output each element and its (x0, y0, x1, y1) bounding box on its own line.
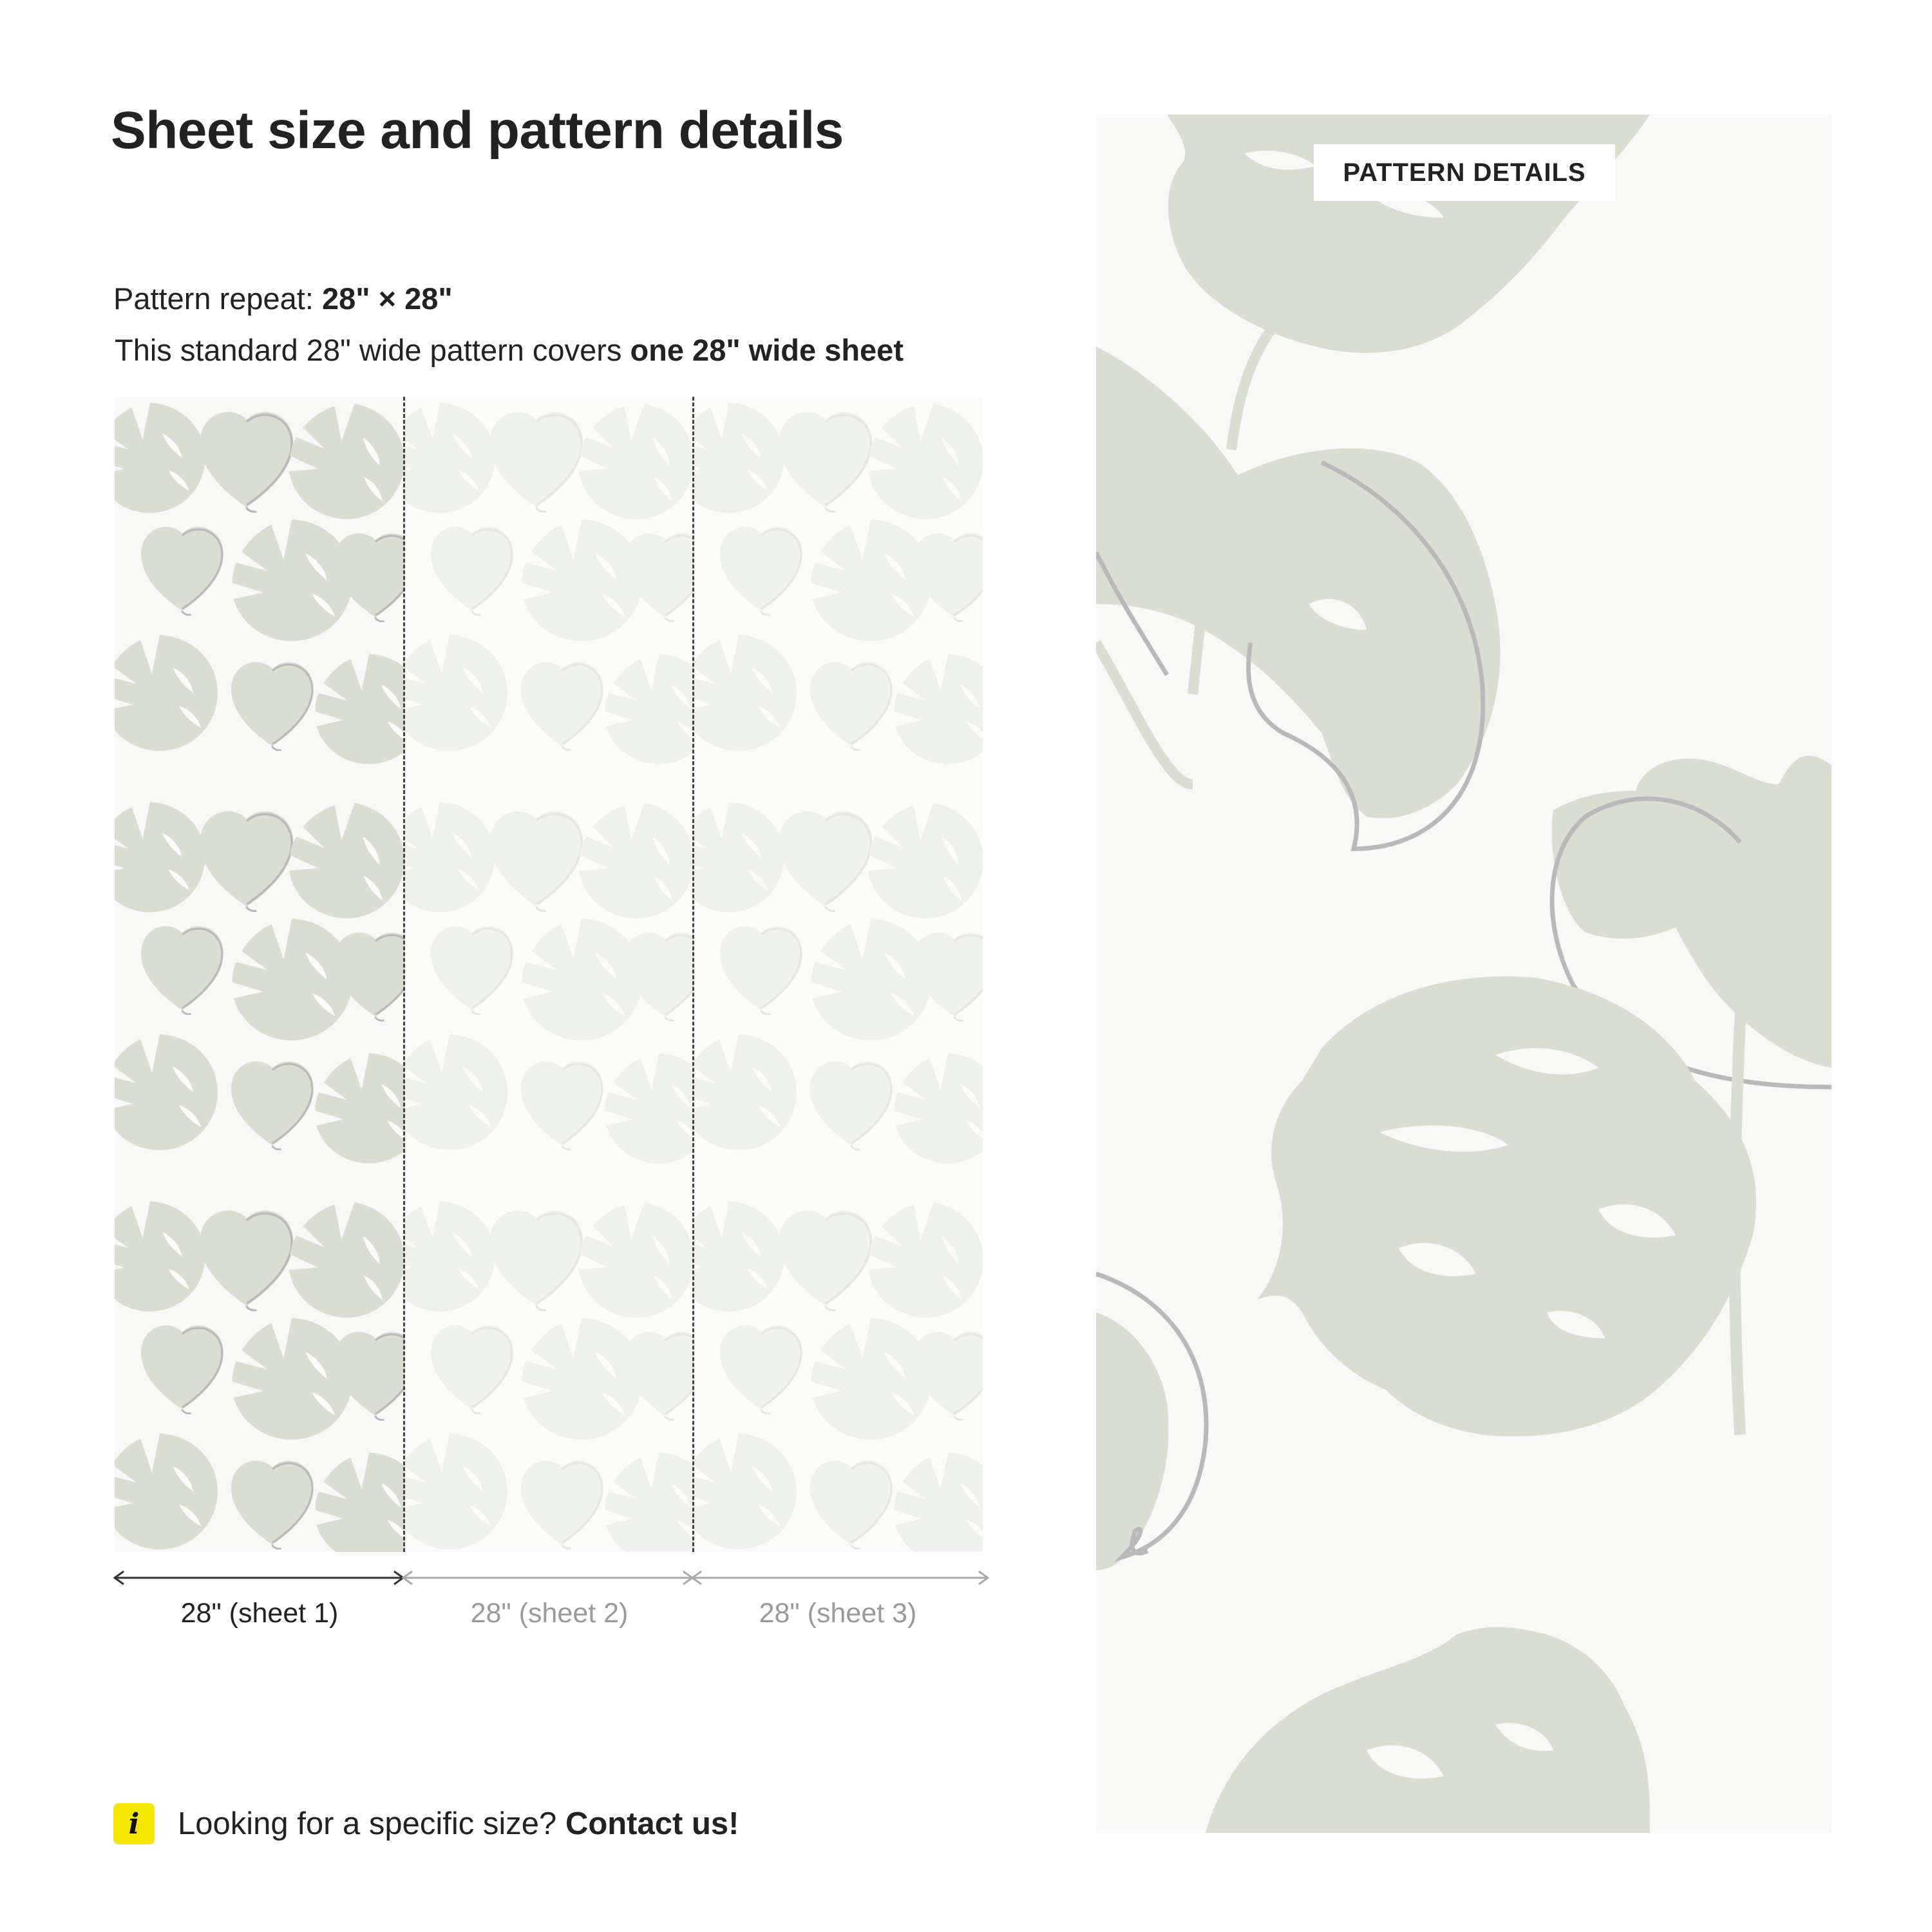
sheet-preview (115, 397, 983, 1552)
coverage-note (115, 332, 904, 368)
info-icon: i (113, 1803, 155, 1844)
sheet-1-label: 28" (sheet 1) (180, 1598, 339, 1629)
contact-text (178, 1806, 739, 1842)
coverage-text: This standard 28" wide pattern covers (115, 333, 630, 367)
sheet-divider-1 (403, 397, 405, 1552)
dimension-arrows (109, 1565, 992, 1591)
pattern-details-badge: PATTERN DETAILS (1314, 144, 1615, 201)
sheet-divider-2 (692, 397, 694, 1552)
sheet-2-pattern (404, 397, 694, 1552)
sheet-1-preview (115, 397, 404, 1552)
contact-question: Looking for a specific size? (178, 1806, 565, 1841)
page-title: Sheet size and pattern details (111, 101, 844, 160)
sheet-3-pattern (694, 397, 983, 1552)
coverage-value: one 28" wide sheet (630, 333, 904, 367)
sheet-1-pattern (115, 397, 404, 1552)
sheet-2-preview (404, 397, 694, 1552)
contact-note (113, 1803, 739, 1844)
pattern-repeat (113, 281, 453, 317)
sheet-2-label: 28" (sheet 2) (470, 1598, 629, 1629)
pattern-detail-illustration (1096, 115, 1832, 1833)
pattern-detail-panel (1096, 115, 1832, 1833)
sheet-3-label: 28" (sheet 3) (759, 1598, 917, 1629)
sheet-3-preview (694, 397, 983, 1552)
contact-link[interactable]: Contact us! (565, 1806, 739, 1841)
pattern-repeat-value: 28" × 28" (321, 281, 453, 316)
pattern-repeat-label: Pattern repeat: (113, 281, 322, 316)
